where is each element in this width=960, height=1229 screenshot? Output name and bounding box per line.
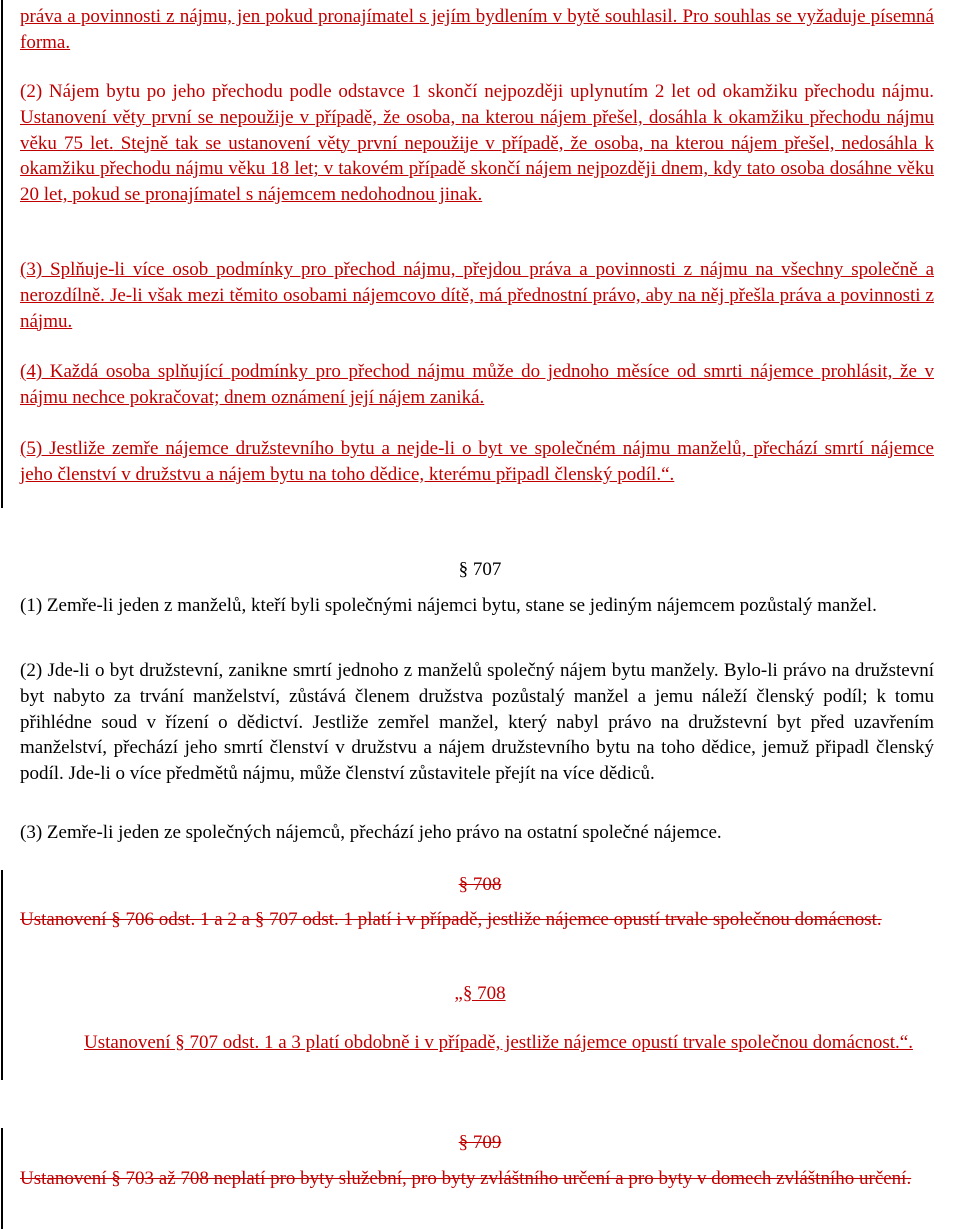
change-bar [1,0,3,508]
paragraph-706-3 [20,257,934,334]
paragraph-707-3: (3) Zemře-li jeden ze společných nájemců, přechází jeho právo na ostatní společné nájemce. [20,822,722,843]
paragraph-706-2 [20,79,934,208]
paragraph-707-2: (2) Jde-li o byt družstevní, zanikne smrtí jednoho z manželů společný nájem bytu manžely. Bylo-li právo na družstevní byt nabyto za trvání manželství, zůstává členem družstva pozůstalý manžel a jemu náleží členský podíl; k tomu přihlédne soud v řízení o dědictví. Jestliže zemřel manžel, který nabyl právo na družstevní byt před uzavřením manželství, přechází jeho smrtí členství v družstvu a nájem družstevního bytu na toho dědice, jemuž připadl členský podíl. Jde-li o více předmětů nájmu, může členství zůstavitele přejít na více dědiců. [20,660,934,785]
paragraph-706-2-part3: Stejně tak se ustanovení věty první nepoužije v případě, že osoba, na kterou nájem přešel, nedosáhla k okamžiku přechodu nájmu věku 18 let; v takovém případě skončí nájem nejpozději dnem, kdy tato osoba dosáhne věku 20 let, pokud se pronajímatel s nájemcem nedohodnou jinak. [20,132,934,206]
section-707-heading: § 707 [458,559,502,580]
paragraph-706-5: (5) Jestliže zemře nájemce družstevního bytu a nejde-li o byt ve společném nájmu manželů, přechází smrtí nájemce jeho členství v družstvu a nájem bytu na toho dědice, kterému připadl členský podíl.“. [20,438,934,485]
paragraph-709-old: Ustanovení § 703 až 708 neplatí pro byty služební, pro byty zvláštního určení a pro byty v domech zvláštního určení. [20,1168,912,1189]
paragraph-706-continuation: práva a povinnosti z nájmu, jen pokud pronajímatel s jejím bydlením v bytě souhlasil. Pro souhlas se vyžaduje písemná forma. [20,6,934,53]
section-708-old-heading: § 708 [458,874,502,895]
paragraph-708-old: Ustanovení § 706 odst. 1 a 2 a § 707 odst. 1 platí i v případě, jestliže nájemce opustí trvale společnou domácnost. [20,909,882,930]
section-709-old-heading: § 709 [458,1132,502,1153]
paragraph-706-2-part1: (2) Nájem bytu po jeho přechodu podle odstavce 1 skončí nejpozději uplynutím 2 let od okamžiku přechodu nájmu. [20,81,934,102]
paragraph-706-2-part2: Ustanovení věty první se nepoužije v případě, že osoba, na kterou nájem přešel, dosáhla k okamžiku přechodu nájmu věku 75 let. [20,106,934,154]
section-708-new-heading: „§ 708 [454,983,506,1004]
paragraph-706-3-part1: (3) Splňuje-li více osob podmínky pro přechod nájmu, přejdou práva a povinnosti z nájmu na všechny společně a nerozdílně. [20,259,934,306]
paragraph-706-4: (4) Každá osoba splňující podmínky pro přechod nájmu může do jednoho měsíce od smrti nájemce prohlásit, že v nájmu nechce pokračovat; dnem oznámení její nájem zaniká. [20,361,934,408]
paragraph-707-1: (1) Zemře-li jeden z manželů, kteří byli společnými nájemci bytu, stane se jediným nájemcem pozůstalý manžel. [20,595,877,616]
paragraph-708-new: Ustanovení § 707 odst. 1 a 3 platí obdobně i v případě, jestliže nájemce opustí trvale společnou domácnost.“. [84,1032,913,1053]
change-bar [1,870,3,1080]
paragraph-706-3-part2: Je-li však mezi těmito osobami nájemcovo dítě, má přednostní právo, aby na něj přešla práva a povinnosti z nájmu. [20,284,934,332]
